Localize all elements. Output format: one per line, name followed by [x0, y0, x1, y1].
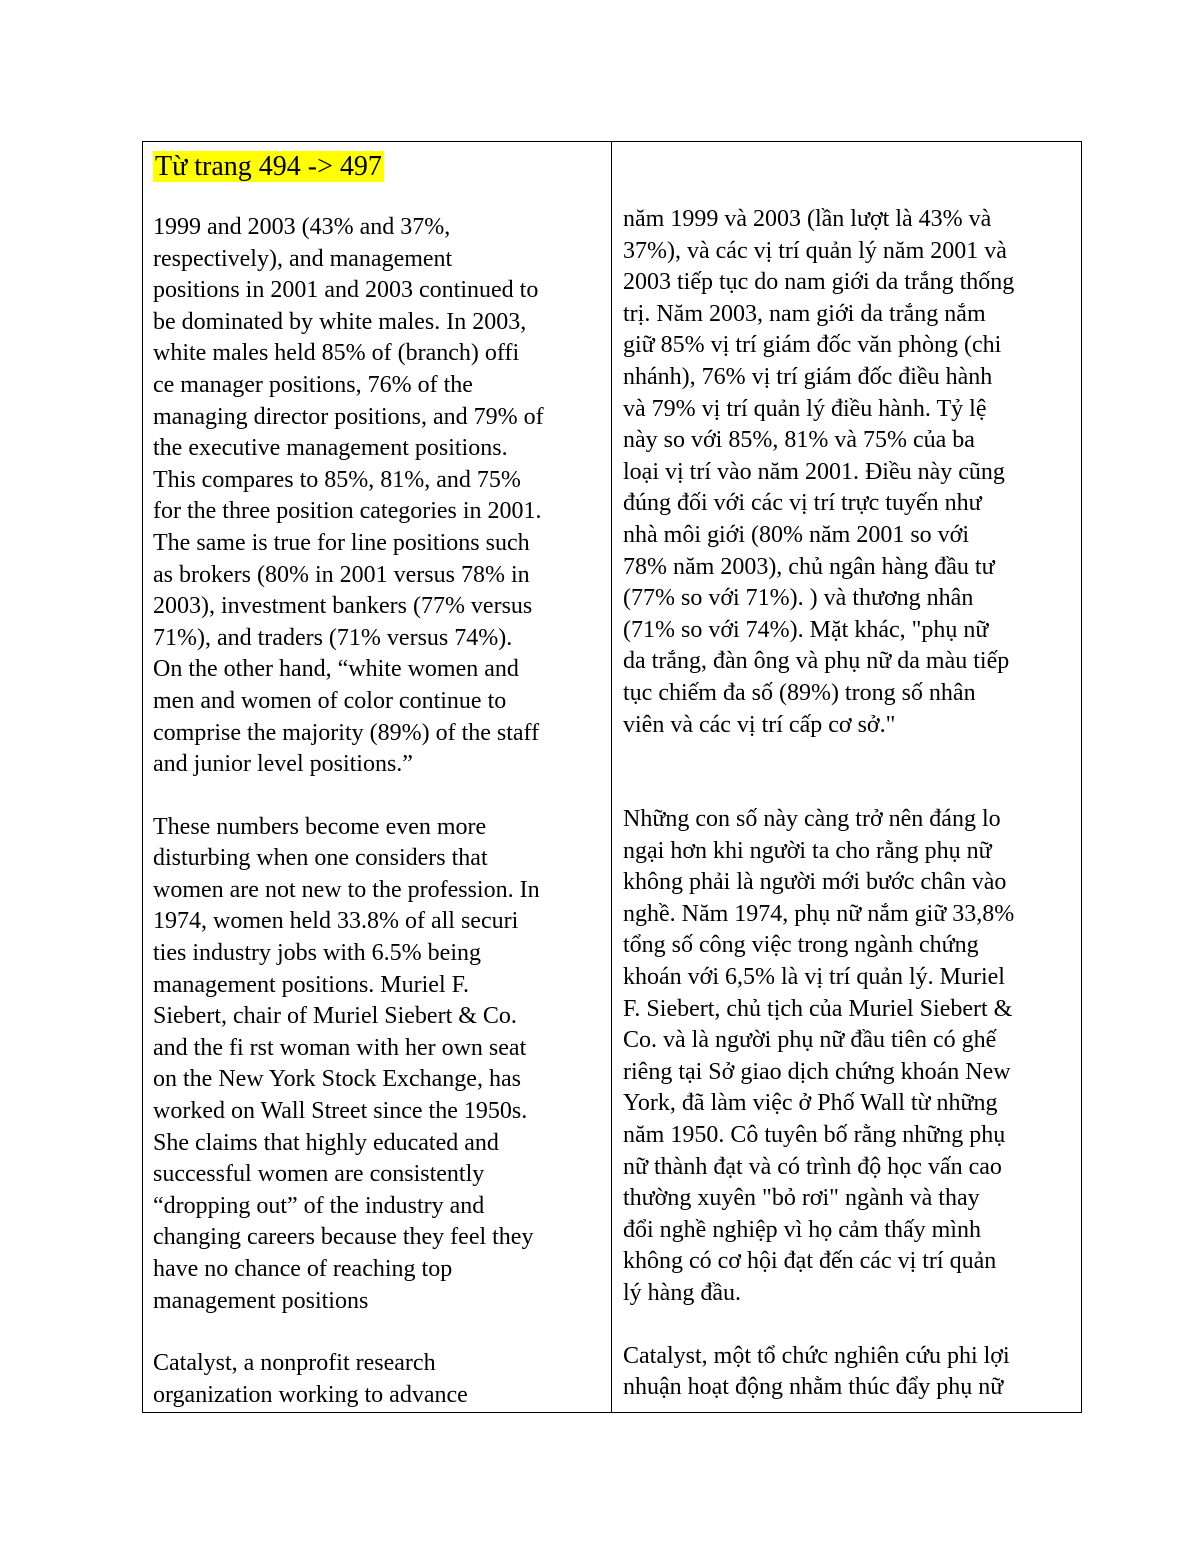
- paragraph-spacer: [623, 741, 1073, 804]
- english-paragraph-1: 1999 and 2003 (43% and 37%, respectively), and management positions in 2001 and 2003 continued to be dominated by white males. In 2003, white males held 85% of (branch) offi ce manager positions, 76% of the managing director positions, and 79% of the executive management positions. This compares to 85%, 81%, and 75% for the three position categories in 2001. The same is true for line positions such as brokers (80% in 2001 versus 78% in 2003), investment bankers (77% versus 71%), and traders (71% versus 74%). On the other hand, “white women and men and women of color continue to comprise the majority (89%) of the staff and junior level positions.”: [153, 214, 544, 778]
- vietnamese-paragraph-2: Những con số này càng trở nên đáng lo ngại hơn khi người ta cho rằng phụ nữ không phải là người mới bước chân vào nghề. Năm 1974, phụ nữ nắm giữ 33,8% tổng số công việc trong ngành chứng khoán với 6,5% là vị trí quản lý. Muriel F. Siebert, chủ tịch của Muriel Siebert & Co. và là người phụ nữ đầu tiên có ghế riêng tại Sở giao dịch chứng khoán New York, đã làm việc ở Phố Wall từ những năm 1950. Cô tuyên bố rằng những phụ nữ thành đạt và có trình độ học vấn cao thường xuyên "bỏ rơi" ngành và thay đổi nghề nghiệp vì họ cảm thấy mình không có cơ hội đạt đến các vị trí quản lý hàng đầu.: [623, 806, 1015, 1306]
- paragraph-spacer: [153, 1317, 605, 1348]
- english-column: [143, 142, 612, 1412]
- vietnamese-paragraph-1: năm 1999 và 2003 (lần lượt là 43% và 37%), và các vị trí quản lý năm 2001 và 2003 tiếp tục do nam giới da trắng thống trị. Năm 2003, nam giới da trắng nắm giữ 85% vị trí giám đốc văn phòng (chi nhánh), 76% vị trí giám đốc điều hành và 79% vị trí quản lý điều hành. Tỷ lệ này so với 85%, 81% và 75% của ba loại vị trí vào năm 2001. Điều này cũng đúng đối với các vị trí trực tuyến như nhà môi giới (80% năm 2001 so với 78% năm 2003), chủ ngân hàng đầu tư (77% so với 71%). ) và thương nhân (71% so với 74%). Mặt khác, "phụ nữ da trắng, đàn ông và phụ nữ da màu tiếp tục chiếm đa số (89%) trong số nhân viên và các vị trí cấp cơ sở.": [623, 206, 1015, 738]
- highlighted-heading: Từ trang 494 -> 497: [155, 151, 382, 182]
- english-paragraph-3: Catalyst, a nonprofit research organization working to advance: [153, 1350, 468, 1408]
- vietnamese-column: [612, 142, 1081, 1412]
- paragraph-spacer: [623, 1310, 1073, 1341]
- heading-line: [153, 148, 605, 186]
- vietnamese-paragraph-3: Catalyst, một tổ chức nghiên cứu phi lợi nhuận hoạt động nhằm thúc đẩy phụ nữ: [623, 1342, 1010, 1401]
- paragraph-spacer: [153, 781, 605, 812]
- english-paragraph-2: These numbers become even more disturbing when one considers that women are not new to the profession. In 1974, women held 33.8% of all securi ties industry jobs with 6.5% being management positions. Muriel F. Siebert, chair of Muriel Siebert & Co. and the fi rst woman with her own seat on the New York Stock Exchange, has worked on Wall Street since the 1950s. She claims that highly educated and successful women are consistently “dropping out” of the industry and changing careers because they feel they have no chance of reaching top management positions: [153, 813, 540, 1314]
- translation-table: [142, 141, 1082, 1413]
